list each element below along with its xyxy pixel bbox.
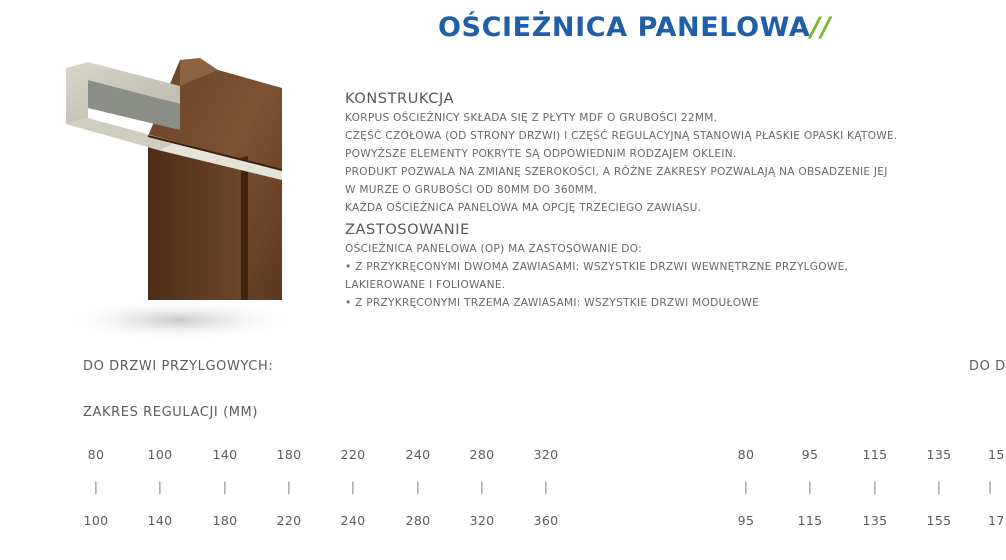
range-subtitle: ZAKRES REGULACJI (MM) (83, 405, 259, 420)
range-separator: | (415, 480, 421, 494)
range-to-value: 100 (83, 513, 109, 528)
construction-line: POWYŻSZE ELEMENTY POKRYTE SĄ ODPOWIEDNIM RODZAJEM OKLEIN. (345, 148, 737, 160)
range-separator: | (350, 480, 356, 494)
range-from-value: 115 (862, 447, 888, 462)
range-to-value: 220 (276, 513, 302, 528)
right-section-title: DO D (969, 359, 1006, 374)
range-separator: | (222, 480, 228, 494)
range-from-value: 220 (340, 447, 366, 462)
floor-shadow (58, 298, 298, 342)
range-to-value: 180 (212, 513, 238, 528)
construction-line: W MURZE O GRUBOŚCI OD 80MM DO 360MM. (345, 184, 598, 196)
construction-line: PRODUKT POZWALA NA ZMIANĘ SZEROKOŚCI, A RÓŻNE ZAKRESY POZWALAJĄ NA OBSADZENIE JEJ (345, 166, 888, 178)
construction-heading: KONSTRUKCJA (345, 91, 455, 107)
range-from-value: 180 (276, 447, 302, 462)
range-from-value: 95 (801, 447, 819, 462)
range-to-value: 115 (797, 513, 823, 528)
page-title-text: OŚCIEŻNICA PANELOWA (438, 12, 811, 43)
range-from-value: 320 (533, 447, 559, 462)
range-to-value: 360 (533, 513, 559, 528)
range-from-value: 240 (405, 447, 431, 462)
range-to-value: 140 (147, 513, 173, 528)
application-line: LAKIEROWANE I FOLIOWANE. (345, 279, 506, 291)
door-frame-image (58, 58, 294, 346)
range-separator: | (93, 480, 99, 494)
title-accent-mark: // (810, 12, 832, 43)
range-from-value: 135 (926, 447, 952, 462)
range-separator: | (936, 480, 942, 494)
range-to-value: 240 (340, 513, 366, 528)
range-from-value: 80 (87, 447, 105, 462)
range-from-value: 15 (988, 447, 1005, 462)
application-heading: ZASTOSOWANIE (345, 222, 470, 238)
description (345, 89, 995, 312)
application-line: OŚCIEŻNICA PANELOWA (OP) MA ZASTOSOWANIE DO: (345, 243, 642, 255)
range-from-value: 80 (737, 447, 755, 462)
application-line: • Z PRZYKRĘCONYMI TRZEMA ZAWIASAMI: WSZYSTKIE DRZWI MODUŁOWE (345, 297, 760, 309)
range-to-value: 155 (926, 513, 952, 528)
range-separator: | (479, 480, 485, 494)
construction-line: CZĘŚĆ CZOŁOWA (OD STRONY DRZWI) I CZĘŚĆ REGULACYJNĄ STANOWIĄ PŁASKIE OPASKI KĄTOWE. (345, 130, 898, 142)
page-title (438, 12, 878, 52)
range-to-value: 95 (737, 513, 755, 528)
left-section-title: DO DRZWI PRZYLGOWYCH: (83, 359, 274, 374)
application-line: • Z PRZYKRĘCONYMI DWOMA ZAWIASAMI: WSZYSTKIE DRZWI WEWNĘTRZNE PRZYLGOWE, (345, 261, 849, 273)
range-separator: | (988, 480, 993, 494)
door-edge (241, 156, 248, 300)
range-from-value: 140 (212, 447, 238, 462)
range-separator: | (543, 480, 549, 494)
range-separator: | (743, 480, 749, 494)
range-to-value: 135 (862, 513, 888, 528)
range-separator: | (872, 480, 878, 494)
construction-line: KORPUS OŚCIEŻNICY SKŁADA SIĘ Z PŁYTY MDF O GRUBOŚCI 22MM. (345, 112, 718, 124)
range-from-value: 100 (147, 447, 173, 462)
range-separator: | (157, 480, 163, 494)
range-to-value: 320 (469, 513, 495, 528)
range-separator: | (807, 480, 813, 494)
construction-line: KAŻDA OŚCIEŻNICA PANELOWA MA OPCJĘ TRZECIEGO ZAWIASU. (345, 202, 702, 214)
range-from-value: 280 (469, 447, 495, 462)
range-separator: | (286, 480, 292, 494)
range-to-value: 280 (405, 513, 431, 528)
range-to-value: 17 (988, 513, 1005, 528)
